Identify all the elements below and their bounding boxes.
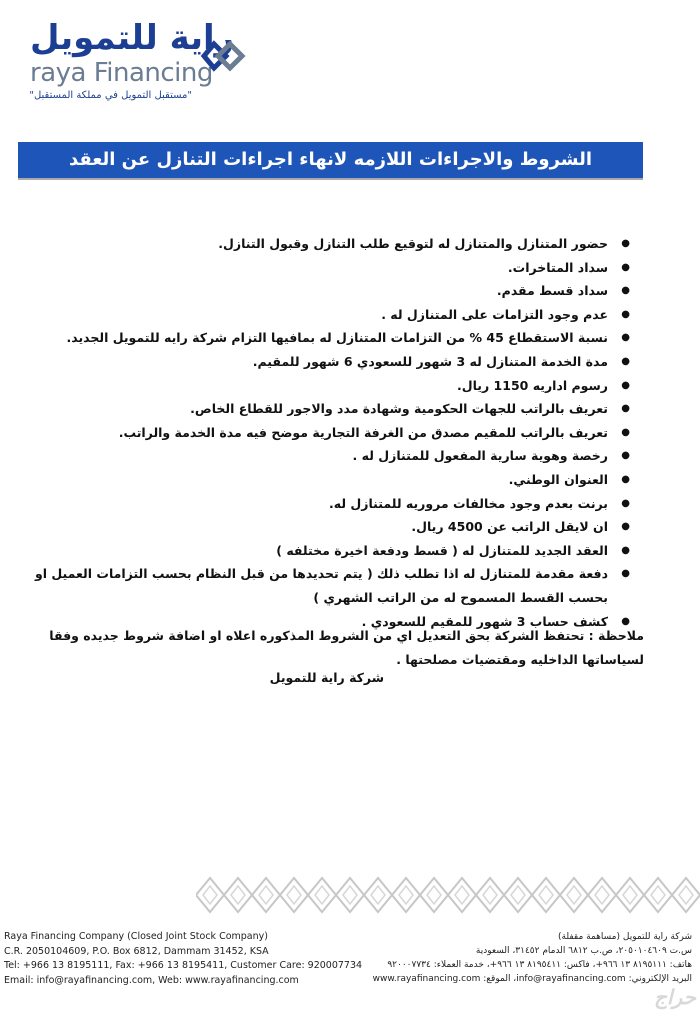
list-item: ● تعريف بالراتب للجهات الحكومية وشهادة مدد والاجور للقطاع الخاص. xyxy=(20,397,630,421)
list-item: ● كشف حساب 3 شهور للمقيم للسعودي . xyxy=(20,610,630,634)
logo-mark-icon xyxy=(196,30,248,82)
bullet-icon: ● xyxy=(621,379,630,391)
page-title: الشروط والاجراءات اللازمه لانهاء اجراءات التنازل عن العقد xyxy=(68,149,593,170)
conditions-list xyxy=(20,232,630,633)
bullet-icon: ● xyxy=(621,403,630,415)
list-item: ● دفعة مقدمة للمتنازل له اذا تطلب ذلك ( يتم تحديدها من قبل النظام بحسب التزامات العميل او بحسب القسط المسموح له من الراتب الشهري ) xyxy=(20,562,630,609)
bullet-icon: ● xyxy=(621,285,630,297)
bullet-icon: ● xyxy=(621,521,630,533)
list-item: ● سداد قسط مقدم. xyxy=(20,279,630,303)
footer-company-name: Raya Financing Company (Closed Joint Stock Company) xyxy=(4,931,268,942)
bullet-icon: ● xyxy=(621,450,630,462)
list-item: ● العقد الجديد للمتنازل له ( قسط ودفعة اخيرة مختلفه ) xyxy=(20,539,630,563)
decorative-pattern-icon xyxy=(196,872,700,918)
footer-arabic xyxy=(362,930,692,986)
list-item: ● برنت بعدم وجود مخالفات مروريه للمتنازل له. xyxy=(20,492,630,516)
footer-email-web-ar: البريد الإلكتروني: info@rayafinancing.com، الموقع: www.rayafinancing.com xyxy=(372,974,692,984)
note-paragraph: ملاحظة : تحتفظ الشركة بحق التعديل اي من الشروط المذكوره اعلاه او اضافة شروط جديده وفقا لسياساتها الداخليه ومقتضيات مصلحتها . xyxy=(49,628,644,667)
list-item: ● تعريف بالراتب للمقيم مصدق من الغرفة التجارية موضح فيه مدة الخدمة والراتب. xyxy=(20,421,630,445)
footer-email-web: Email: info@rayafinancing.com, Web: www.rayafinancing.com xyxy=(4,974,299,986)
list-item: ● مدة الخدمة المتنازل له 3 شهور للسعودي 6 شهور للمقيم. xyxy=(20,350,630,374)
company-signature: شركة راية للتمويل xyxy=(269,670,384,685)
list-item-continuation: بحسب القسط المسموح له من الراتب الشهري ) xyxy=(313,589,608,605)
footer-phone-ar: هاتف: ٨١٩٥١١١ ١٣ ٩٦٦+، فاكس: ٨١٩٥٤١١ ١٣ ٩٦٦+، خدمة العملاء: ٩٢٠٠٠٧٧٣٤ xyxy=(387,960,692,970)
bullet-icon: ● xyxy=(621,544,630,556)
footer-registration: C.R. 2050104609, P.O. Box 6812, Dammam 31452, KSA xyxy=(4,945,269,957)
list-item: ● العنوان الوطني. xyxy=(20,468,630,492)
bullet-icon: ● xyxy=(621,615,630,627)
bullet-icon: ● xyxy=(621,355,630,367)
list-item: ● نسبة الاستقطاع 45 % من التزامات المتنازل له بمافيها التزام شركة رايه للتمويل الجديد. xyxy=(20,326,630,350)
bullet-icon: ● xyxy=(621,308,630,320)
bullet-icon: ● xyxy=(621,568,630,580)
footer-phone: Tel: +966 13 8195111, Fax: +966 13 8195411, Customer Care: 920007734 xyxy=(4,960,363,971)
company-tagline: "مستقبل التمويل في مملكة المستقبل" xyxy=(29,90,192,101)
logo-english-text: raya Financing xyxy=(30,58,213,88)
list-item: ● عدم وجود التزامات على المتنازل له . xyxy=(20,303,630,327)
list-item: ● ان لايقل الراتب عن 4500 ريال. xyxy=(20,515,630,539)
list-item: ● حضور المتنازل والمتنازل له لتوقيع طلب التنازل وقبول التنازل. xyxy=(20,232,630,256)
bullet-icon: ● xyxy=(621,261,630,273)
bullet-icon: ● xyxy=(621,332,630,344)
footer-english xyxy=(4,930,364,988)
bullet-icon: ● xyxy=(621,238,630,249)
footer-company-name-ar: شركة راية للتمويل (مساهمة مقفلة) xyxy=(558,932,692,942)
footer-registration-ar: س.ت ٢٠٥٠١٠٤٦٠٩، ص.ب ٦٨١٢ الدمام ٣١٤٥٢، السعودية xyxy=(475,946,692,956)
bullet-icon: ● xyxy=(621,497,630,509)
list-item: ● سداد المتاخرات. xyxy=(20,256,630,280)
list-item: ● رسوم اداريه 1150 ريال. xyxy=(20,374,630,398)
bullet-icon: ● xyxy=(621,426,630,438)
logo-arabic-text: راية للتمويل xyxy=(30,18,235,58)
watermark-icon: حراج xyxy=(654,985,696,1009)
title-bar xyxy=(18,142,643,180)
bullet-icon: ● xyxy=(621,473,630,485)
list-item: ● رخصة وهوية سارية المفعول للمتنازل له . xyxy=(20,444,630,468)
